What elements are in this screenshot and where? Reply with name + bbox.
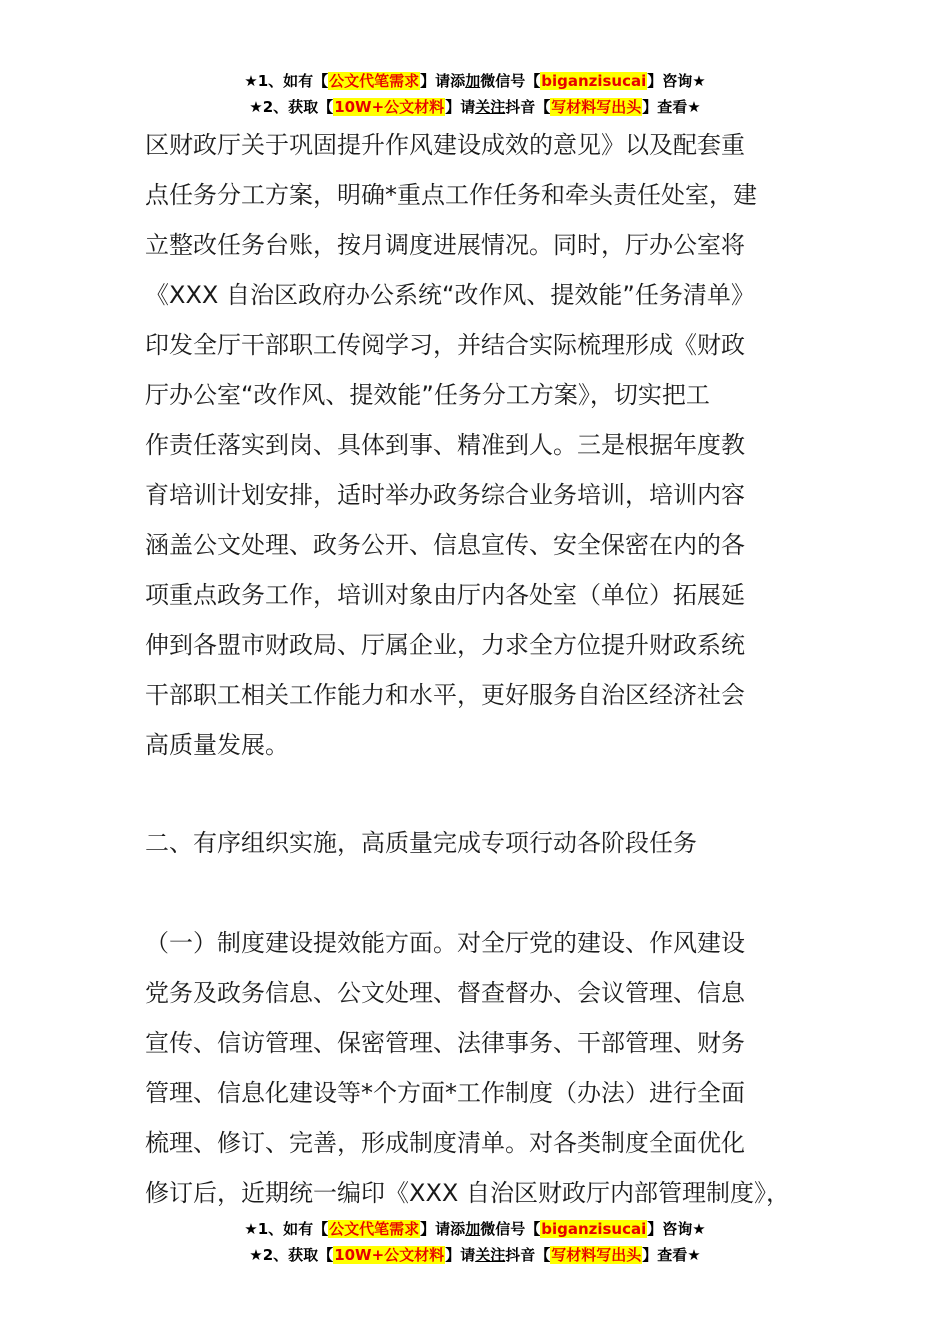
text-line: 宣传、信访管理、保密管理、法律事务、干部管理、财务 <box>145 1029 745 1057</box>
banner-text: ★2、获取【 <box>249 1246 334 1264</box>
text-line: 管理、信息化建设等*个方面*工作制度（办法）进行全面 <box>145 1079 745 1107</box>
banner-text: 】查看★ <box>642 98 701 116</box>
text-line: 印发全厅干部职工传阅学习，并结合实际梳理形成《财政 <box>145 331 745 359</box>
banner-text: 微信号【 <box>480 1220 541 1238</box>
banner-highlight: 公文代笔需求 <box>329 1220 420 1238</box>
paragraph-2 <box>145 918 825 1218</box>
banner-line-1 <box>0 1216 950 1242</box>
text-line: 立整改任务台账，按月调度进展情况。同时，厅办公室将 <box>145 231 745 259</box>
text-line: 涵盖公文处理、政务公开、信息宣传、安全保密在内的各 <box>145 531 745 559</box>
text-line: 作责任落实到岗、具体到事、精准到人。三是根据年度教 <box>145 431 745 459</box>
banner-highlight: 写材料写出头 <box>551 98 642 116</box>
text-line: 伸到各盟市财政局、厅属企业，力求全方位提升财政系统 <box>145 631 745 659</box>
text-line: 高质量发展。 <box>145 731 289 759</box>
text-line: 修订后，近期统一编印《XXX 自治区财政厅内部管理制度》， <box>145 1179 790 1207</box>
banner-underlined: 关注 <box>475 1246 506 1264</box>
banner-highlight: biganzisucai <box>541 1220 647 1238</box>
banner-text: 微信号【 <box>480 72 541 90</box>
heading-text: 二、有序组织实施，高质量完成专项行动各阶段任务 <box>145 829 697 857</box>
banner-text: 】咨询★ <box>647 1220 706 1238</box>
banner-text: 】咨询★ <box>647 72 706 90</box>
text-line: 点任务分工方案，明确*重点工作任务和牵头责任处室，建 <box>145 181 757 209</box>
banner-line-2 <box>0 94 950 120</box>
banner-text: 】请 <box>445 98 476 116</box>
banner-highlight: biganzisucai <box>541 72 647 90</box>
text-line: 厅办公室“改作风、提效能”任务分工方案》，切实把工 <box>145 381 710 409</box>
banner-highlight: 10W+公文材料 <box>334 1246 445 1264</box>
banner-text: ★1、如有【 <box>244 1220 329 1238</box>
banner-line-2 <box>0 1242 950 1268</box>
banner-text: ★1、如有【 <box>244 72 329 90</box>
banner-underlined: 加 <box>465 1220 481 1238</box>
banner-highlight: 公文代笔需求 <box>329 72 420 90</box>
banner-highlight: 10W+公文材料 <box>334 98 445 116</box>
text-line: 党务及政务信息、公文处理、督查督办、会议管理、信息 <box>145 979 745 1007</box>
text-line: 区财政厅关于巩固提升作风建设成效的意见》以及配套重 <box>145 131 745 159</box>
header-banner <box>0 68 950 120</box>
banner-text: ★2、获取【 <box>249 98 334 116</box>
text-line: 项重点政务工作，培训对象由厅内各处室（单位）拓展延 <box>145 581 745 609</box>
text-line: 梳理、修订、完善，形成制度清单。对各类制度全面优化 <box>145 1129 745 1157</box>
banner-text: 抖音【 <box>505 1246 551 1264</box>
banner-line-1 <box>0 68 950 94</box>
section-heading <box>145 818 825 868</box>
banner-underlined: 关注 <box>475 98 506 116</box>
banner-text: 】请 <box>445 1246 476 1264</box>
text-line: 干部职工相关工作能力和水平，更好服务自治区经济社会 <box>145 681 745 709</box>
text-line: 育培训计划安排，适时举办政务综合业务培训，培训内容 <box>145 481 745 509</box>
text-line: （一）制度建设提效能方面。对全厅党的建设、作风建设 <box>145 929 745 957</box>
text-line: 《XXX 自治区政府办公系统“改作风、提效能”任务清单》 <box>145 281 755 309</box>
banner-underlined: 加 <box>465 72 481 90</box>
banner-text: 】查看★ <box>642 1246 701 1264</box>
banner-highlight: 写材料写出头 <box>551 1246 642 1264</box>
footer-banner <box>0 1216 950 1268</box>
banner-text: 】请添 <box>420 1220 466 1238</box>
banner-text: 抖音【 <box>505 98 551 116</box>
paragraph-1 <box>145 120 825 770</box>
banner-text: 】请添 <box>420 72 466 90</box>
